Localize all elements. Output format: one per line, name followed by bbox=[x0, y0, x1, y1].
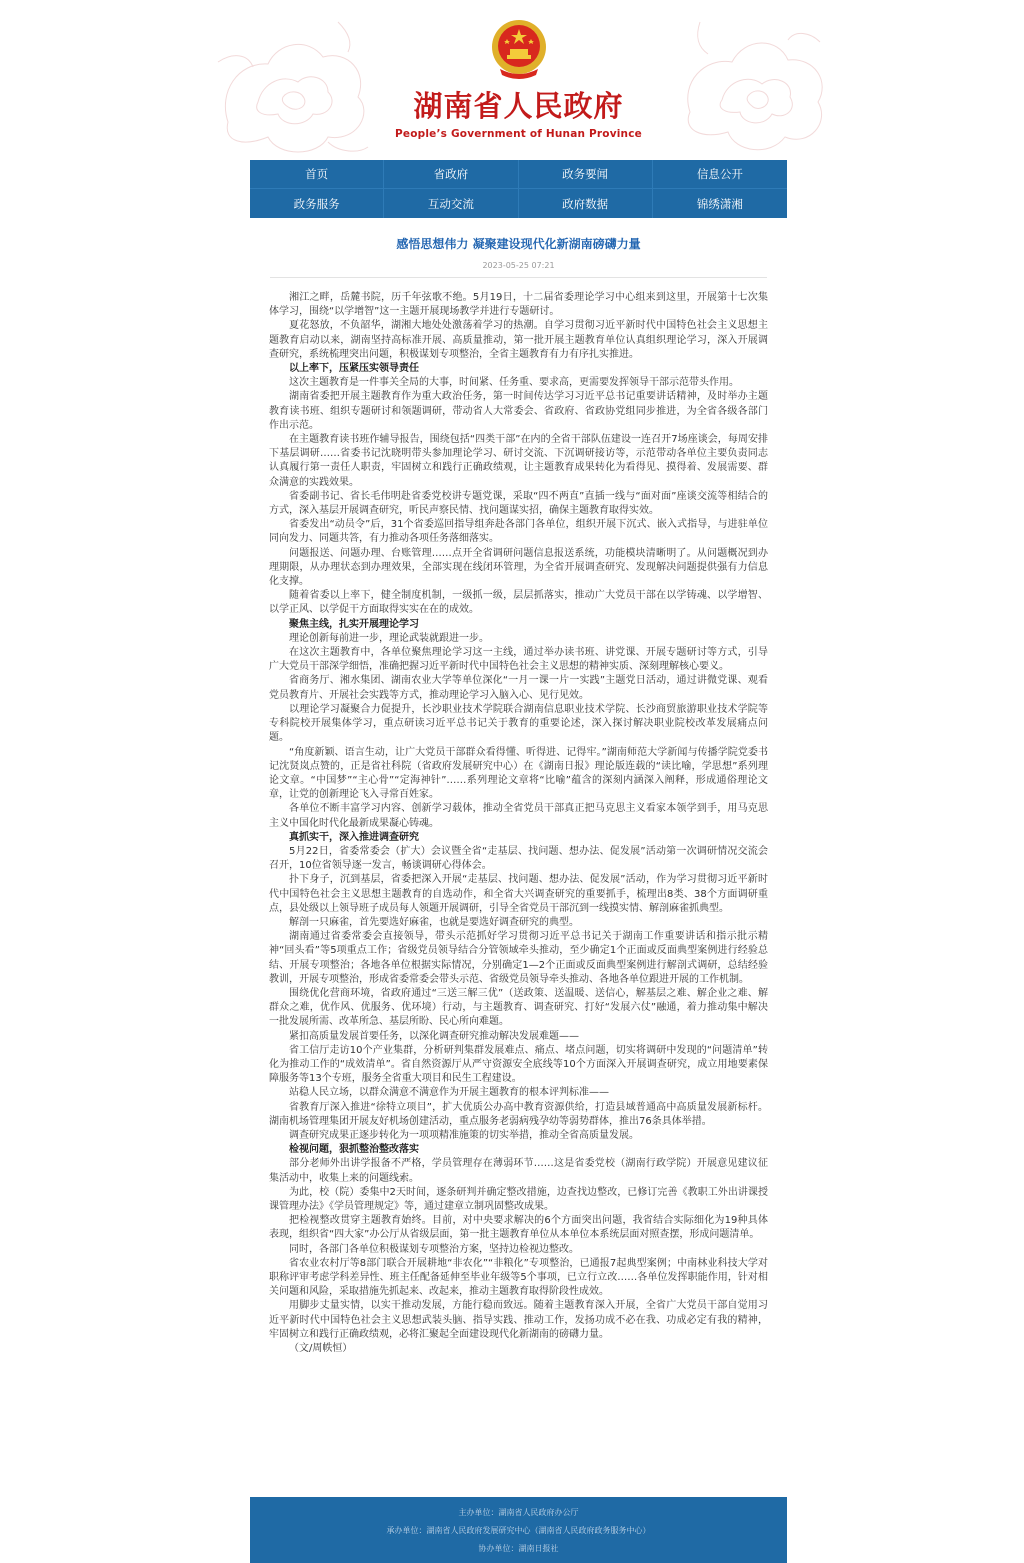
section-heading: 真抓实干，深入推进调查研究 bbox=[289, 831, 419, 843]
site-footer bbox=[250, 1497, 787, 1563]
article-paragraph: 随着省委以上率下，健全制度机制，一级抓一级，层层抓落实，推动广大党员干部在以学铸魂、以学增智、以学正风、以学促干方面取得实实在在的成效。 bbox=[269, 590, 768, 616]
article-paragraph: 问题报送、问题办理、台账管理……点开全省调研问题信息报送系统，功能模块清晰明了。从问题概况到办理期限，从办理状态到办理效果，全部实现在线闭环管理，为全省开展调查研究、发现解决问题提供强有力信息化支撑。 bbox=[269, 547, 768, 588]
nav-item-government-services[interactable]: 政务服务 bbox=[250, 189, 384, 218]
main-nav bbox=[250, 160, 787, 218]
nav-item-interaction[interactable]: 互动交流 bbox=[384, 189, 518, 218]
article-paragraph: 围绕优化营商环境，省政府通过“三送三解三优”（送政策、送温暖、送信心，解基层之难、解企业之难、解群众之难，优作风、优服务、优环境）行动，与主题教育、调查研究、打好“发展六仗”融通，着力推动集中解决一批发展所需、改革所急、基层所盼、民心所向难题。 bbox=[269, 987, 768, 1028]
national-emblem-icon bbox=[490, 19, 548, 81]
section-heading: 以上率下，压紧压实领导责任 bbox=[289, 363, 419, 375]
article-paragraph: 理论创新每前进一步，理论武装就跟进一步。 bbox=[289, 632, 489, 644]
article-paragraph: 以理论学习凝聚合力促提升，长沙职业技术学院联合湖南信息职业技术学院、长沙商贸旅游职业技术学院等专科院校开展集体学习，重点研读习近平总书记关于教育的重要论述，深入探讨解决职业院校改革发展痛点问题。 bbox=[269, 703, 768, 744]
article-paragraph: 省委发出“动员令”后，31个省委巡回指导组奔赴各部门各单位，组织开展下沉式、嵌入式指导，与进驻单位同向发力、同题共答，有力推动各项任务落细落实。 bbox=[269, 519, 768, 545]
article-paragraph: 在主题教育读书班作辅导报告，围绕包括“四类干部”在内的全省干部队伍建设一连召开7场座谈会，每周安排下基层调研……省委书记沈晓明带头参加理论学习、研讨交流、下沉调研接访等，示范带动各单位主要负责同志认真履行第一责任人职责，牢固树立和践行正确政绩观，让主题教育成果转化为看得见、摸得着、发展需要、群众满意的实践效果。 bbox=[269, 434, 768, 488]
article-paragraph: 这次主题教育是一件事关全局的大事，时间紧、任务重、要求高，更需要发挥领导干部示范带头作用。 bbox=[289, 377, 739, 389]
article-paragraph: 各单位不断丰富学习内容、创新学习载体，推动全省党员干部真正把马克思主义看家本领学到手，用马克思主义中国化时代化最新成果凝心铸魂。 bbox=[269, 803, 768, 829]
article-paragraph: 为此，校（院）委集中2天时间，逐条研判并确定整改措施，边查找边整改，已修订完善《教职工外出讲课授课管理办法》《学员管理规定》等，通过建章立制巩固整改成果。 bbox=[269, 1186, 768, 1212]
footer-host: 主办单位：湖南省人民政府办公厅 bbox=[458, 1507, 579, 1517]
nav-item-home[interactable]: 首页 bbox=[250, 160, 384, 189]
nav-item-information-disclosure[interactable]: 信息公开 bbox=[653, 160, 787, 189]
article-paragraph: 紧扣高质量发展首要任务，以深化调查研究推动解决发展难题—— bbox=[289, 1030, 579, 1042]
article-paragraph: 省商务厅、湘水集团、湖南农业大学等单位深化“一月一课一片一实践”主题党日活动，通过讲微党课、观看党员教育片、开展社会实践等方式，推动理论学习入脑入心、见行见效。 bbox=[269, 675, 768, 701]
site-subtitle: People’s Government of Hunan Province bbox=[395, 128, 642, 140]
article-paragraph: 部分老师外出讲学报备不严格，学员管理存在薄弱环节……这是省委党校（湖南行政学院）开展意见建议征集活动中，收集上来的问题线索。 bbox=[269, 1158, 768, 1184]
section-heading: 检视问题，狠抓整治整改落实 bbox=[289, 1144, 419, 1156]
article-paragraph: 在这次主题教育中，各单位聚焦理论学习这一主线，通过举办读书班、讲党课、开展专题研讨等方式，引导广大党员干部深学细悟，准确把握习近平新时代中国特色社会主义思想的精神实质、深刻理解核心要义。 bbox=[269, 647, 768, 673]
article-paragraph: 省教育厅深入推进“徐特立项目”，扩大优质公办高中教育资源供给，打造县域普通高中高质量发展新标杆。湖南机场管理集团开展友好机场创建活动，重点服务老弱病残孕幼等弱势群体，推出76条具体举措。 bbox=[269, 1101, 768, 1127]
article-paragraph: 调查研究成果正逐步转化为一项项精准施策的切实举措，推动全省高质量发展。 bbox=[289, 1129, 639, 1141]
site-title: 湖南省人民政府 bbox=[413, 89, 624, 123]
nav-item-hunan-scenery[interactable]: 锦绣潇湘 bbox=[696, 196, 743, 211]
article-paragraph: 夏花怒放，不负韶华，湖湘大地处处激荡着学习的热潮。自学习贯彻习近平新时代中国特色社会主义思想主题教育启动以来，湖南坚持高标准开展、高质量推动，第一批开展主题教育单位认真组织理论学习，深入开展调查研究，系统梳理突出问题，积极谋划专项整治，全省主题教育有力有序扎实推进。 bbox=[269, 320, 768, 360]
article-paragraph: “角度新颖、语言生动，让广大党员干部群众看得懂、听得进、记得牢。”湖南师范大学新闻与传播学院党委书记沈贤岚点赞的，正是省社科院（省政府发展研究中心）在《湖南日报》理论版连载的“读比喻，学思想”系列理论文章。“中国梦”“主心骨”“定海神针”……系列理论文章将“比喻”蕴含的深刻内涵深入阐释，形成通俗理论文章，让党的创新理论飞入寻常百姓家。 bbox=[269, 746, 768, 801]
article-paragraph: （文/周帙恒） bbox=[289, 1343, 353, 1355]
article-paragraph: 省委副书记、省长毛伟明赴省委党校讲专题党课，采取“四不两直”直插一线与“面对面”座谈交流等相结合的方式，深入基层开展调查研究，听民声察民情、找问题谋实招，确保主题教育取得实效。 bbox=[269, 490, 768, 517]
article-body bbox=[250, 278, 787, 1356]
article-paragraph: 解剖一只麻雀，首先要选好麻雀，也就是要选好调查研究的典型。 bbox=[289, 916, 579, 928]
article-date: 2023-05-25 07:21 bbox=[482, 261, 555, 270]
article-paragraph: 同时，各部门各单位积极谋划专项整治方案，坚持边检视边整改。 bbox=[289, 1243, 579, 1255]
article-paragraph: 湖南通过省委常委会直接领导，带头示范抓好学习贯彻习近平总书记关于湖南工作重要讲话和指示批示精神“回头看”等5项重点工作；省级党员领导结合分管领域牵头推动，至少确定1个正面或反面典型案例进行经验总结、开展专项整治；各地各单位根据实际情况，分别确定1—2个正面或反面典型案例进行解剖式调研，总结经验教训，开展专项整治，形成省委常委会带头示范、省级党员领导牵头推动、各地各单位跟进开展的工作机制。 bbox=[269, 931, 768, 985]
footer-co-organizer: 协办单位：湖南日报社 bbox=[478, 1543, 559, 1553]
article-paragraph: 用脚步丈量实情，以实干推动发展，方能行稳而致远。随着主题教育深入开展，全省广大党员干部自觉用习近平新时代中国特色社会主义思想武装头脑、指导实践、推动工作，发扬功成不必在我、功成必定有我的精神，牢固树立和践行正确政绩观，必将汇聚起全面建设现代化新湖南的磅礴力量。 bbox=[269, 1300, 768, 1340]
nav-item-province-government[interactable]: 省政府 bbox=[384, 160, 518, 189]
article-paragraph: 湖南省委把开展主题教育作为重大政治任务，第一时间传达学习习近平总书记重要讲话精神，及时举办主题教育读书班、组织专题研讨和领题调研，带动省人大常委会、省政府、省政协党组同步推进，为全省各级各部门作出示范。 bbox=[269, 391, 768, 431]
nav-item-government-news[interactable]: 政务要闻 bbox=[519, 160, 653, 189]
site-header bbox=[250, 0, 787, 160]
article-paragraph: 把检视整改贯穿主题教育始终。目前，对中央要求解决的6个方面突出问题，我省结合实际细化为19种具体表现，组织省“四大家”办公厅从省级层面，第一批主题教育单位从本单位本系统层面对照查摆，形成问题清单。 bbox=[269, 1215, 768, 1241]
article-paragraph: 湘江之畔，岳麓书院，历千年弦歌不绝。5月19日，十二届省委理论学习中心组来到这里，开展第十七次集体学习，围绕“以学增智”这一主题开展现场教学并进行专题研讨。 bbox=[269, 292, 768, 318]
article-paragraph: 省工信厅走访10个产业集群，分析研判集群发展难点、痛点、堵点问题，切实将调研中发现的“问题清单”转化为推动工作的“成效清单”。省自然资源厅从严守资源安全底线等10个方面深入开展调查研究，成立用地要素保障服务等13个专班，服务全省重大项目和民生工程建设。 bbox=[269, 1044, 768, 1085]
footer-organizer: 承办单位：湖南省人民政府发展研究中心（湖南省人民政府政务服务中心） bbox=[386, 1525, 651, 1535]
article-paragraph: 扑下身子，沉到基层，省委把深入开展“走基层、找问题、想办法、促发展”活动，作为学习贯彻习近平新时代中国特色社会主义思想主题教育的自选动作，和全省大兴调查研究的重要抓手，梳理出8类、38个方面调研重点，县处级以上领导班子成员每人领题开展调研，引导全省党员干部沉到一线摸实情、解剖麻雀抓典型。 bbox=[269, 874, 768, 914]
article-paragraph: 5月22日，省委常委会（扩大）会议暨全省“走基层、找问题、想办法、促发展”活动第一次调研情况交流会召开，10位省领导逐一发言，畅谈调研心得体会。 bbox=[269, 845, 768, 872]
article-title: 感悟思想伟力 凝聚建设现代化新湖南磅礴力量 bbox=[396, 237, 641, 251]
article-paragraph: 站稳人民立场，以群众满意不满意作为开展主题教育的根本评判标准—— bbox=[289, 1087, 609, 1099]
nav-item-government-data[interactable]: 政府数据 bbox=[519, 189, 653, 218]
page-container bbox=[250, 0, 787, 1356]
article-paragraph: 省农业农村厅等8部门联合开展耕地“非农化”“非粮化”专项整治，已通报7起典型案例；中南林业科技大学对职称评审考虑学科差异性、班主任配备延伸至毕业年级等5个事项，已立行立改……各单位发挥职能作用，针对相关问题和风险，采取措施先抓起来、改起来，推动主题教育取得阶段性成效。 bbox=[269, 1257, 768, 1298]
section-heading: 聚焦主线，扎实开展理论学习 bbox=[289, 618, 419, 630]
